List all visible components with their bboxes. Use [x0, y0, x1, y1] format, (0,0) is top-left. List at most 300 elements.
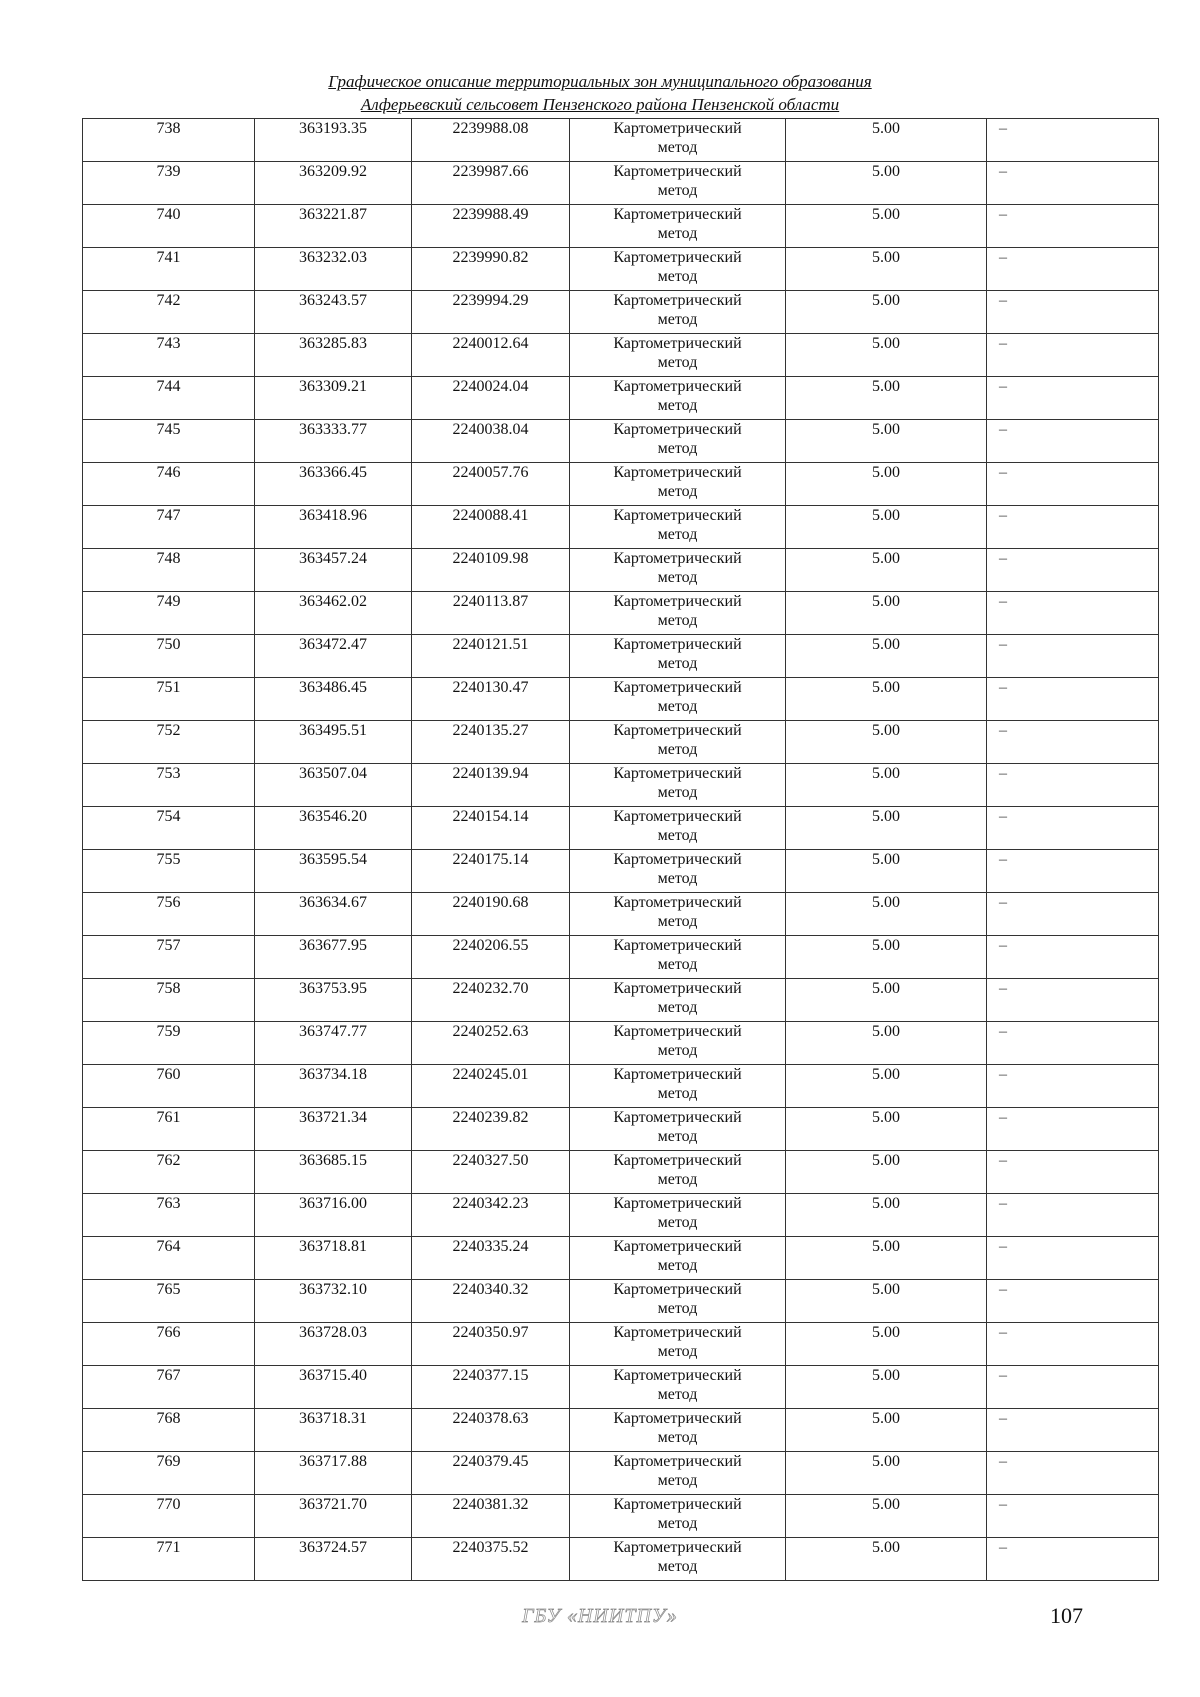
method-line-2: метод: [657, 268, 698, 285]
y-coordinate-cell: 2240252.63: [412, 1022, 570, 1065]
method-line-2: метод: [657, 956, 698, 973]
accuracy-cell: 5.00: [786, 463, 987, 506]
method-cell: [570, 1495, 786, 1538]
x-coordinate-cell: 363285.83: [255, 334, 412, 377]
point-number-cell: 771: [83, 1538, 255, 1581]
method-line-2: метод: [657, 1128, 698, 1145]
y-coordinate-cell: 2240154.14: [412, 807, 570, 850]
y-coordinate-cell: 2240350.97: [412, 1323, 570, 1366]
header-line-2: Алферьевский сельсовет Пензенского района Пензенской области: [360, 95, 840, 114]
method-cell: [570, 893, 786, 936]
method-cell: [570, 1108, 786, 1151]
point-number-cell: 741: [83, 248, 255, 291]
method-line-2: метод: [657, 1515, 698, 1532]
method-line-1: Картометрический: [613, 1367, 742, 1384]
accuracy-cell: 5.00: [786, 1280, 987, 1323]
accuracy-cell: 5.00: [786, 1452, 987, 1495]
description-cell: –: [987, 291, 1159, 334]
accuracy-cell: 5.00: [786, 979, 987, 1022]
point-number-cell: 754: [83, 807, 255, 850]
point-number-cell: 757: [83, 936, 255, 979]
table-row: [83, 1151, 1159, 1194]
y-coordinate-cell: 2240239.82: [412, 1108, 570, 1151]
method-line-2: метод: [657, 1472, 698, 1489]
table-row: [83, 248, 1159, 291]
accuracy-cell: 5.00: [786, 1366, 987, 1409]
method-cell: [570, 162, 786, 205]
method-line-1: Картометрический: [613, 292, 742, 309]
accuracy-cell: 5.00: [786, 1538, 987, 1581]
x-coordinate-cell: 363734.18: [255, 1065, 412, 1108]
method-line-1: Картометрический: [613, 593, 742, 610]
description-cell: –: [987, 592, 1159, 635]
point-number-cell: 751: [83, 678, 255, 721]
table-row: [83, 1409, 1159, 1452]
description-cell: –: [987, 721, 1159, 764]
method-line-1: Картометрический: [613, 206, 742, 223]
point-number-cell: 756: [83, 893, 255, 936]
x-coordinate-cell: 363457.24: [255, 549, 412, 592]
accuracy-cell: 5.00: [786, 635, 987, 678]
method-cell: [570, 678, 786, 721]
y-coordinate-cell: 2240375.52: [412, 1538, 570, 1581]
y-coordinate-cell: 2240130.47: [412, 678, 570, 721]
description-cell: –: [987, 1022, 1159, 1065]
method-cell: [570, 764, 786, 807]
table-row: [83, 1065, 1159, 1108]
table-row: [83, 506, 1159, 549]
method-line-1: Картометрический: [613, 249, 742, 266]
point-number-cell: 742: [83, 291, 255, 334]
table-row: [83, 1022, 1159, 1065]
description-cell: –: [987, 635, 1159, 678]
y-coordinate-cell: 2240327.50: [412, 1151, 570, 1194]
description-cell: –: [987, 205, 1159, 248]
method-cell: [570, 936, 786, 979]
x-coordinate-cell: 363221.87: [255, 205, 412, 248]
method-line-1: Картометрический: [613, 1152, 742, 1169]
accuracy-cell: 5.00: [786, 1495, 987, 1538]
method-line-2: метод: [657, 569, 698, 586]
method-cell: [570, 377, 786, 420]
method-line-2: метод: [657, 354, 698, 371]
method-line-2: метод: [657, 1429, 698, 1446]
accuracy-cell: 5.00: [786, 205, 987, 248]
method-line-1: Картометрический: [613, 1066, 742, 1083]
y-coordinate-cell: 2240378.63: [412, 1409, 570, 1452]
y-coordinate-cell: 2240340.32: [412, 1280, 570, 1323]
method-line-1: Картометрический: [613, 1453, 742, 1470]
description-cell: –: [987, 334, 1159, 377]
accuracy-cell: 5.00: [786, 893, 987, 936]
method-line-1: Картометрический: [613, 1109, 742, 1126]
y-coordinate-cell: 2240024.04: [412, 377, 570, 420]
point-number-cell: 770: [83, 1495, 255, 1538]
description-cell: –: [987, 1065, 1159, 1108]
table-row: [83, 1452, 1159, 1495]
table-row: [83, 764, 1159, 807]
table-row: [83, 850, 1159, 893]
method-line-1: Картометрический: [613, 765, 742, 782]
point-number-cell: 764: [83, 1237, 255, 1280]
method-line-1: Картометрический: [613, 808, 742, 825]
method-cell: [570, 1323, 786, 1366]
table-row: [83, 1108, 1159, 1151]
point-number-cell: 740: [83, 205, 255, 248]
method-line-1: Картометрический: [613, 120, 742, 137]
x-coordinate-cell: 363753.95: [255, 979, 412, 1022]
x-coordinate-cell: 363685.15: [255, 1151, 412, 1194]
description-cell: –: [987, 1538, 1159, 1581]
table-row: [83, 549, 1159, 592]
table-row: [83, 1280, 1159, 1323]
accuracy-cell: 5.00: [786, 119, 987, 162]
description-cell: –: [987, 119, 1159, 162]
method-line-1: Картометрический: [613, 507, 742, 524]
method-line-2: метод: [657, 139, 698, 156]
y-coordinate-cell: 2240190.68: [412, 893, 570, 936]
method-line-1: Картометрический: [613, 937, 742, 954]
method-line-2: метод: [657, 1300, 698, 1317]
y-coordinate-cell: 2240012.64: [412, 334, 570, 377]
description-cell: –: [987, 248, 1159, 291]
method-cell: [570, 248, 786, 291]
x-coordinate-cell: 363716.00: [255, 1194, 412, 1237]
method-cell: [570, 1366, 786, 1409]
description-cell: –: [987, 850, 1159, 893]
method-cell: [570, 1280, 786, 1323]
table-row: [83, 291, 1159, 334]
y-coordinate-cell: 2240113.87: [412, 592, 570, 635]
point-number-cell: 766: [83, 1323, 255, 1366]
x-coordinate-cell: 363747.77: [255, 1022, 412, 1065]
method-line-2: метод: [657, 311, 698, 328]
method-cell: [570, 1452, 786, 1495]
method-line-2: метод: [657, 1214, 698, 1231]
method-line-1: Картометрический: [613, 1496, 742, 1513]
description-cell: –: [987, 162, 1159, 205]
method-cell: [570, 979, 786, 1022]
description-cell: –: [987, 420, 1159, 463]
method-line-1: Картометрический: [613, 163, 742, 180]
method-line-1: Картометрический: [613, 1539, 742, 1556]
x-coordinate-cell: 363724.57: [255, 1538, 412, 1581]
point-number-cell: 747: [83, 506, 255, 549]
y-coordinate-cell: 2240135.27: [412, 721, 570, 764]
y-coordinate-cell: 2240335.24: [412, 1237, 570, 1280]
y-coordinate-cell: 2240381.32: [412, 1495, 570, 1538]
page-number: 107: [1050, 1603, 1083, 1628]
method-line-2: метод: [657, 1257, 698, 1274]
table-row: [83, 721, 1159, 764]
x-coordinate-cell: 363243.57: [255, 291, 412, 334]
method-cell: [570, 1538, 786, 1581]
point-number-cell: 743: [83, 334, 255, 377]
method-line-1: Картометрический: [613, 679, 742, 696]
accuracy-cell: 5.00: [786, 850, 987, 893]
table-row: [83, 678, 1159, 721]
description-cell: –: [987, 979, 1159, 1022]
point-number-cell: 765: [83, 1280, 255, 1323]
method-line-2: метод: [657, 182, 698, 199]
method-cell: [570, 721, 786, 764]
description-cell: –: [987, 1108, 1159, 1151]
table-row: [83, 936, 1159, 979]
point-number-cell: 748: [83, 549, 255, 592]
method-cell: [570, 807, 786, 850]
method-cell: [570, 205, 786, 248]
point-number-cell: 758: [83, 979, 255, 1022]
method-line-2: метод: [657, 1171, 698, 1188]
y-coordinate-cell: 2240038.04: [412, 420, 570, 463]
method-line-2: метод: [657, 483, 698, 500]
description-cell: –: [987, 1280, 1159, 1323]
method-line-1: Картометрический: [613, 1238, 742, 1255]
method-line-1: Картометрический: [613, 722, 742, 739]
table-row: [83, 1495, 1159, 1538]
accuracy-cell: 5.00: [786, 506, 987, 549]
accuracy-cell: 5.00: [786, 1065, 987, 1108]
method-cell: [570, 463, 786, 506]
point-number-cell: 752: [83, 721, 255, 764]
table-row: [83, 807, 1159, 850]
point-number-cell: 768: [83, 1409, 255, 1452]
table-row: [83, 334, 1159, 377]
document-header: [0, 70, 1200, 116]
method-line-2: метод: [657, 827, 698, 844]
point-number-cell: 738: [83, 119, 255, 162]
description-cell: –: [987, 377, 1159, 420]
method-line-2: метод: [657, 1042, 698, 1059]
description-cell: –: [987, 1495, 1159, 1538]
x-coordinate-cell: 363333.77: [255, 420, 412, 463]
x-coordinate-cell: 363677.95: [255, 936, 412, 979]
method-line-2: метод: [657, 870, 698, 887]
method-cell: [570, 1237, 786, 1280]
point-number-cell: 744: [83, 377, 255, 420]
description-cell: –: [987, 549, 1159, 592]
point-number-cell: 769: [83, 1452, 255, 1495]
method-line-1: Картометрический: [613, 980, 742, 997]
table-row: [83, 377, 1159, 420]
point-number-cell: 767: [83, 1366, 255, 1409]
description-cell: –: [987, 1366, 1159, 1409]
method-cell: [570, 1409, 786, 1452]
y-coordinate-cell: 2239988.49: [412, 205, 570, 248]
y-coordinate-cell: 2240377.15: [412, 1366, 570, 1409]
accuracy-cell: 5.00: [786, 549, 987, 592]
x-coordinate-cell: 363732.10: [255, 1280, 412, 1323]
accuracy-cell: 5.00: [786, 420, 987, 463]
x-coordinate-cell: 363462.02: [255, 592, 412, 635]
x-coordinate-cell: 363366.45: [255, 463, 412, 506]
x-coordinate-cell: 363715.40: [255, 1366, 412, 1409]
x-coordinate-cell: 363309.21: [255, 377, 412, 420]
y-coordinate-cell: 2240232.70: [412, 979, 570, 1022]
x-coordinate-cell: 363595.54: [255, 850, 412, 893]
description-cell: –: [987, 1151, 1159, 1194]
table-row: [83, 1194, 1159, 1237]
accuracy-cell: 5.00: [786, 1237, 987, 1280]
method-line-2: метод: [657, 784, 698, 801]
point-number-cell: 763: [83, 1194, 255, 1237]
y-coordinate-cell: 2240379.45: [412, 1452, 570, 1495]
point-number-cell: 745: [83, 420, 255, 463]
header-line-1: Графическое описание территориальных зон муниципального образования: [328, 72, 872, 91]
method-line-2: метод: [657, 1085, 698, 1102]
point-number-cell: 761: [83, 1108, 255, 1151]
method-line-2: метод: [657, 698, 698, 715]
x-coordinate-cell: 363193.35: [255, 119, 412, 162]
y-coordinate-cell: 2240206.55: [412, 936, 570, 979]
accuracy-cell: 5.00: [786, 377, 987, 420]
x-coordinate-cell: 363507.04: [255, 764, 412, 807]
point-number-cell: 750: [83, 635, 255, 678]
point-number-cell: 746: [83, 463, 255, 506]
coordinates-table-body: [83, 119, 1159, 1581]
x-coordinate-cell: 363718.81: [255, 1237, 412, 1280]
y-coordinate-cell: 2240109.98: [412, 549, 570, 592]
method-cell: [570, 506, 786, 549]
point-number-cell: 749: [83, 592, 255, 635]
method-cell: [570, 635, 786, 678]
accuracy-cell: 5.00: [786, 678, 987, 721]
point-number-cell: 759: [83, 1022, 255, 1065]
method-line-1: Картометрический: [613, 378, 742, 395]
method-line-2: метод: [657, 913, 698, 930]
accuracy-cell: 5.00: [786, 721, 987, 764]
table-row: [83, 420, 1159, 463]
footer-organization: ГБУ «НИИТПУ»: [522, 1605, 678, 1627]
y-coordinate-cell: 2240245.01: [412, 1065, 570, 1108]
method-line-1: Картометрический: [613, 1324, 742, 1341]
method-cell: [570, 119, 786, 162]
description-cell: –: [987, 1409, 1159, 1452]
method-cell: [570, 850, 786, 893]
method-line-2: метод: [657, 655, 698, 672]
accuracy-cell: 5.00: [786, 592, 987, 635]
coordinates-table: [82, 118, 1159, 1581]
y-coordinate-cell: 2239994.29: [412, 291, 570, 334]
method-line-2: метод: [657, 1386, 698, 1403]
method-line-2: метод: [657, 1558, 698, 1575]
accuracy-cell: 5.00: [786, 1151, 987, 1194]
method-line-1: Картометрический: [613, 894, 742, 911]
x-coordinate-cell: 363486.45: [255, 678, 412, 721]
accuracy-cell: 5.00: [786, 1108, 987, 1151]
x-coordinate-cell: 363721.34: [255, 1108, 412, 1151]
description-cell: –: [987, 807, 1159, 850]
accuracy-cell: 5.00: [786, 1323, 987, 1366]
method-line-1: Картометрический: [613, 1410, 742, 1427]
y-coordinate-cell: 2240088.41: [412, 506, 570, 549]
accuracy-cell: 5.00: [786, 334, 987, 377]
method-line-1: Картометрический: [613, 1023, 742, 1040]
method-line-1: Картометрический: [613, 464, 742, 481]
y-coordinate-cell: 2240342.23: [412, 1194, 570, 1237]
method-cell: [570, 420, 786, 463]
y-coordinate-cell: 2239987.66: [412, 162, 570, 205]
point-number-cell: 753: [83, 764, 255, 807]
method-line-2: метод: [657, 440, 698, 457]
table-row: [83, 1538, 1159, 1581]
method-line-2: метод: [657, 999, 698, 1016]
accuracy-cell: 5.00: [786, 248, 987, 291]
y-coordinate-cell: 2239988.08: [412, 119, 570, 162]
y-coordinate-cell: 2240057.76: [412, 463, 570, 506]
method-cell: [570, 549, 786, 592]
description-cell: –: [987, 678, 1159, 721]
x-coordinate-cell: 363472.47: [255, 635, 412, 678]
x-coordinate-cell: 363209.92: [255, 162, 412, 205]
method-line-1: Картометрический: [613, 1281, 742, 1298]
point-number-cell: 760: [83, 1065, 255, 1108]
table-row: [83, 979, 1159, 1022]
table-row: [83, 1323, 1159, 1366]
description-cell: –: [987, 463, 1159, 506]
method-cell: [570, 334, 786, 377]
method-line-1: Картометрический: [613, 636, 742, 653]
table-row: [83, 463, 1159, 506]
method-cell: [570, 1065, 786, 1108]
description-cell: –: [987, 506, 1159, 549]
method-line-1: Картометрический: [613, 335, 742, 352]
method-cell: [570, 1151, 786, 1194]
method-line-2: метод: [657, 225, 698, 242]
accuracy-cell: 5.00: [786, 1409, 987, 1452]
table-row: [83, 1366, 1159, 1409]
accuracy-cell: 5.00: [786, 291, 987, 334]
accuracy-cell: 5.00: [786, 807, 987, 850]
method-cell: [570, 1022, 786, 1065]
x-coordinate-cell: 363232.03: [255, 248, 412, 291]
method-cell: [570, 291, 786, 334]
x-coordinate-cell: 363418.96: [255, 506, 412, 549]
point-number-cell: 739: [83, 162, 255, 205]
table-row: [83, 205, 1159, 248]
point-number-cell: 762: [83, 1151, 255, 1194]
table-row: [83, 119, 1159, 162]
point-number-cell: 755: [83, 850, 255, 893]
description-cell: –: [987, 764, 1159, 807]
y-coordinate-cell: 2239990.82: [412, 248, 570, 291]
description-cell: –: [987, 893, 1159, 936]
y-coordinate-cell: 2240121.51: [412, 635, 570, 678]
x-coordinate-cell: 363728.03: [255, 1323, 412, 1366]
table-row: [83, 592, 1159, 635]
method-line-2: метод: [657, 397, 698, 414]
description-cell: –: [987, 1323, 1159, 1366]
x-coordinate-cell: 363546.20: [255, 807, 412, 850]
accuracy-cell: 5.00: [786, 764, 987, 807]
method-line-1: Картометрический: [613, 550, 742, 567]
accuracy-cell: 5.00: [786, 162, 987, 205]
method-line-1: Картометрический: [613, 421, 742, 438]
x-coordinate-cell: 363495.51: [255, 721, 412, 764]
table-row: [83, 893, 1159, 936]
description-cell: –: [987, 1194, 1159, 1237]
table-row: [83, 635, 1159, 678]
method-line-1: Картометрический: [613, 1195, 742, 1212]
method-line-2: метод: [657, 1343, 698, 1360]
y-coordinate-cell: 2240139.94: [412, 764, 570, 807]
method-cell: [570, 592, 786, 635]
description-cell: –: [987, 1452, 1159, 1495]
accuracy-cell: 5.00: [786, 1194, 987, 1237]
table-row: [83, 1237, 1159, 1280]
table-row: [83, 162, 1159, 205]
description-cell: –: [987, 1237, 1159, 1280]
